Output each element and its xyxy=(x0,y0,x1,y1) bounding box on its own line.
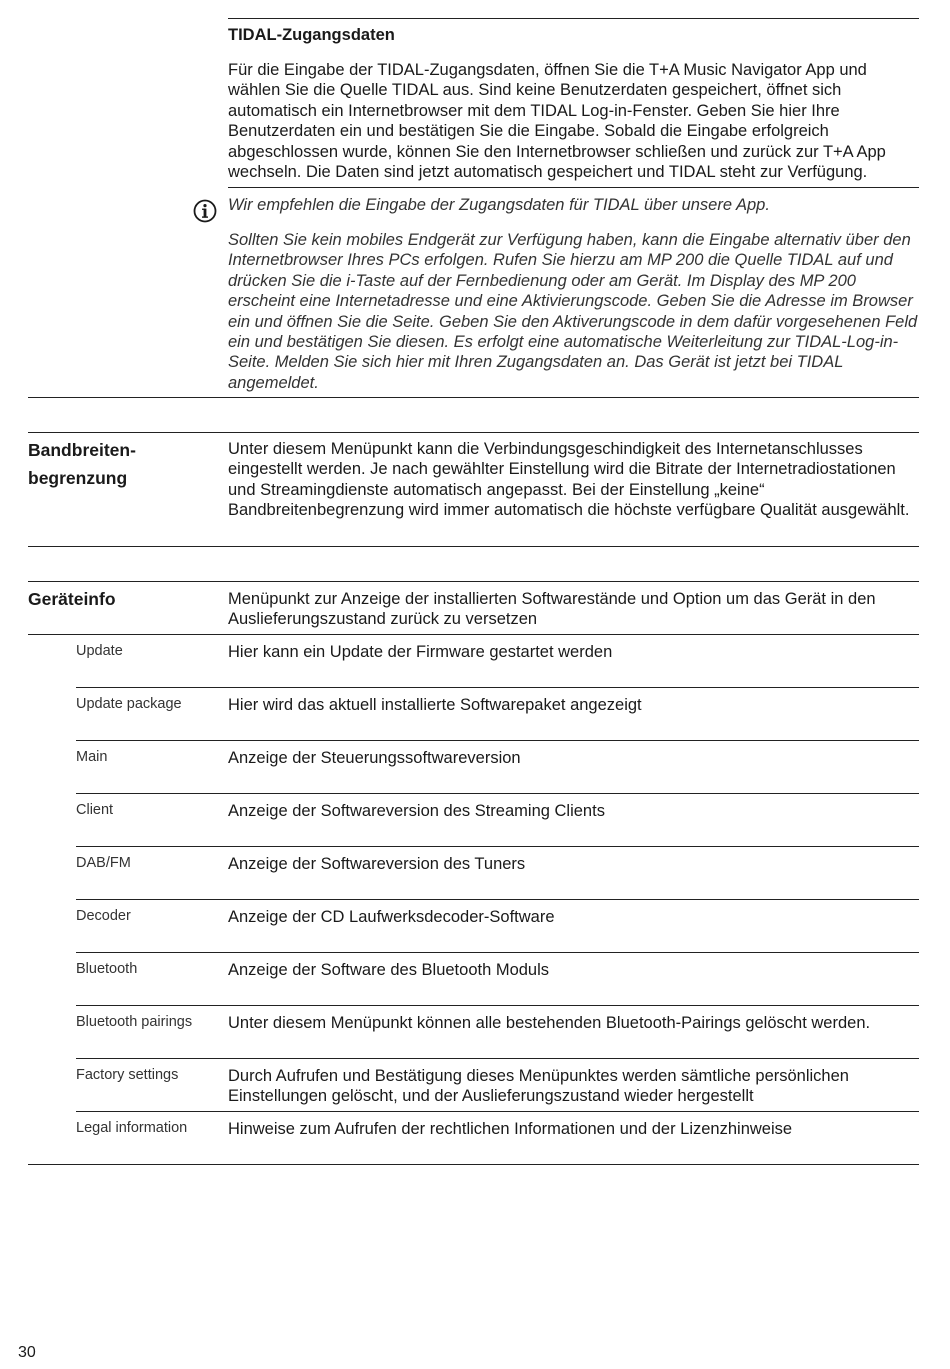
deviceinfo-item-value: Hier kann ein Update der Firmware gestartet werden xyxy=(228,643,613,661)
deviceinfo-row-rule xyxy=(76,1111,919,1112)
deviceinfo-item-label: Main xyxy=(76,749,108,765)
tidal-note-line: Wir empfehlen die Eingabe der Zugangsdaten für TIDAL über unsere App. xyxy=(228,196,770,214)
deviceinfo-item-label: Bluetooth pairings xyxy=(76,1014,193,1030)
deviceinfo-item-label: Decoder xyxy=(76,908,131,924)
rule-deviceinfo-top xyxy=(28,581,919,582)
deviceinfo-item-value: Anzeige der CD Laufwerksdecoder-Software xyxy=(228,908,555,926)
rule-deviceinfo-desc xyxy=(28,634,919,635)
rule-bandwidth-end xyxy=(28,546,919,547)
deviceinfo-row-rule xyxy=(76,687,919,688)
rule-bandwidth-top xyxy=(28,432,919,433)
bandwidth-label: Bandbreiten- begrenzung xyxy=(28,440,136,488)
deviceinfo-row-rule xyxy=(76,793,919,794)
deviceinfo-item-value: Anzeige der Softwareversion des Streaming Clients xyxy=(228,802,605,820)
deviceinfo-row-rule xyxy=(76,952,919,953)
deviceinfo-item-value: Anzeige der Steuerungssoftwareversion xyxy=(228,749,521,767)
deviceinfo-item-value: Hier wird das aktuell installierte Softwarepaket angezeigt xyxy=(228,696,642,714)
deviceinfo-row-rule xyxy=(76,1058,919,1059)
page-number: 30 xyxy=(18,1344,36,1361)
rule-top xyxy=(228,18,919,19)
deviceinfo-item-label: Legal information xyxy=(76,1120,188,1136)
deviceinfo-item-value: Unter diesem Menüpunkt können alle bestehenden Bluetooth-Pairings gelöscht werden. xyxy=(228,1014,871,1032)
deviceinfo-item-label: Update xyxy=(76,643,123,659)
deviceinfo-row-rule xyxy=(76,846,919,847)
bandwidth-description: Unter diesem Menüpunkt kann die Verbindungsgeschindigkeit des Internetanschlusses eingestellt werden. Je nach gewählter Einstellung wird die Bitrate der Internetradiostationen und Streamingdienste automatisch angepasst. Bei der Einstellung „keine“ Bandbreitenbegrenzung wird immer automatisch die höchste verfügbare Qualität ausgewählt. xyxy=(228,440,910,520)
tidal-heading: TIDAL-Zugangsdaten xyxy=(228,26,395,44)
rule-bottom xyxy=(28,1164,919,1165)
deviceinfo-item-value: Durch Aufrufen und Bestätigung dieses Menüpunktes werden sämtliche persönlichen Einstellungen gelöscht, und der Auslieferungszustand wieder hergestellt xyxy=(228,1067,849,1106)
deviceinfo-item-label: Client xyxy=(76,802,114,818)
tidal-paragraph: Für die Eingabe der TIDAL-Zugangsdaten, öffnen Sie die T+A Music Navigator App und wählen Sie die Quelle TIDAL aus. Sind keine Benutzerdaten gespeichert, öffnet sich automatisch ein Internetbrowser mit dem TIDAL Log-in-Fenster. Geben Sie hier Ihre Benutzerdaten ein und bestätigen Sie die Eingabe. Sobald die Eingabe erfolgreich abgeschlossen wurde, können Sie den Internetbrowser schließen und zurück zur T+A App wechseln. Die Daten sind jetzt automatisch gespeichert und TIDAL steht zur Verfügung. xyxy=(228,61,886,182)
deviceinfo-item-value: Anzeige der Software des Bluetooth Moduls xyxy=(228,961,550,979)
deviceinfo-item-label: DAB/FM xyxy=(76,855,131,871)
tidal-note-paragraph: Sollten Sie kein mobiles Endgerät zur Verfügung haben, kann die Eingabe alternativ über den Internetbrowser Ihres PCs erfolgen. Rufen Sie hierzu am MP 200 die Quelle TIDAL auf und drücken Sie die i-Taste auf der Fernbedienung oder am Gerät. Im Display des MP 200 erscheint eine Internetadresse und eine Aktivierungscode. Geben Sie die Adresse im Browser ein und öffnen Sie die Seite. Geben Sie den Aktiverungscode in dem dafür vorgesehenen Feld ein und bestätigen Sie diesen. Es erfolgt eine automatische Weiterleitung zur TIDAL-Log-in-Seite. Melden Sie sich hier mit Ihren Zugangsdaten an. Das Gerät ist jetzt bei TIDAL angemeldet. xyxy=(228,231,918,392)
info-circle-icon xyxy=(193,199,217,223)
deviceinfo-row-rule xyxy=(76,740,919,741)
deviceinfo-row-rule xyxy=(76,899,919,900)
deviceinfo-item-value: Anzeige der Softwareversion des Tuners xyxy=(228,855,526,873)
rule-tidal-note xyxy=(228,187,919,188)
deviceinfo-item-value: Hinweise zum Aufrufen der rechtlichen Informationen und der Lizenzhinweise xyxy=(228,1120,793,1138)
deviceinfo-description: Menüpunkt zur Anzeige der installierten Softwarestände und Option um das Gerät in den Auslieferungszustand zurück zu versetzen xyxy=(228,590,876,629)
deviceinfo-item-label: Factory settings xyxy=(76,1067,179,1083)
deviceinfo-label: Geräteinfo xyxy=(28,589,116,609)
deviceinfo-row-rule xyxy=(76,1005,919,1006)
rule-tidal-end xyxy=(28,397,919,398)
deviceinfo-item-label: Bluetooth xyxy=(76,961,138,977)
deviceinfo-item-label: Update package xyxy=(76,696,182,712)
